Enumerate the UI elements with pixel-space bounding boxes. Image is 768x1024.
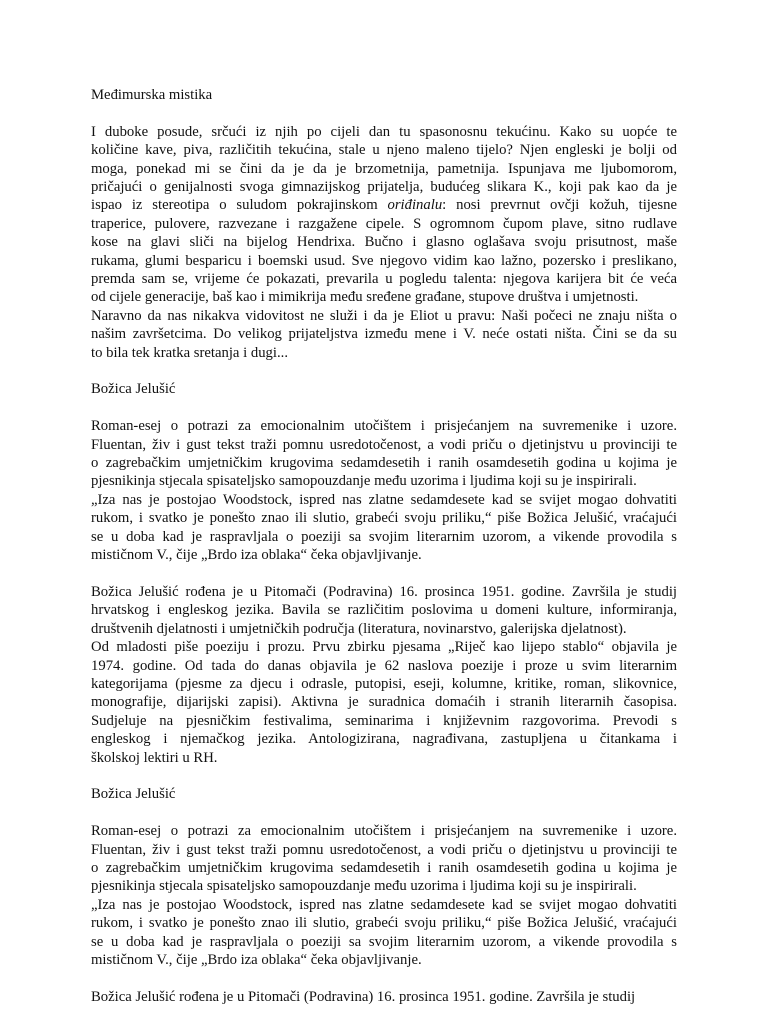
body-paragraph bbox=[91, 988, 677, 1006]
text-line: „Iza nas je postojao Woodstock, ispred nas zlatne sedamdesete kad se svijet mogao dohvatiti bbox=[91, 896, 677, 913]
text-line: moga, ponekad mi se čini da je da je brzometnija, pametnija. Ispunjava me ljubomorom, bbox=[91, 160, 677, 177]
text-line: Od mladosti piše poeziju i prozu. Prvu zbirku pjesama „Riječ kao lijepo stablo“ objavila je bbox=[91, 639, 677, 656]
paragraph-spacer bbox=[91, 565, 677, 583]
text-line: 1974. godine. Od tada do danas objavila je 62 naslova poezije i proze u svim literarnim bbox=[91, 657, 677, 674]
document-body bbox=[91, 86, 677, 1006]
text-line: se u doba kad je raspravljala o poeziji sa svojim literarnim uzorom, a vikende provodila s bbox=[91, 933, 677, 950]
text-line: o zagrebačkim umjetničkim krugovima sedamdesetih i ranih osamdesetih godina u kojima je bbox=[91, 455, 677, 472]
text-line: školskoj lektiri u RH. bbox=[91, 749, 218, 766]
text-line: Sudjeluje na pjesničkim festivalima, seminarima i književnim razgovorima. Prevodi s bbox=[91, 712, 677, 729]
body-paragraph bbox=[91, 822, 677, 969]
text-line: rukama, glumi besparicu i boemski usud. Sve njegovo vidim kao lažno, pozersko i preslikano, bbox=[91, 252, 677, 269]
paragraph-spacer bbox=[91, 804, 677, 822]
body-paragraph bbox=[91, 583, 677, 767]
body-paragraph bbox=[91, 417, 677, 564]
text-line: pričajući o genijalnosti svoga gimnazijskog prijatelja, budućeg slikara K., koji pak kao da je bbox=[91, 179, 677, 196]
text-line: „Iza nas je postojao Woodstock, ispred nas zlatne sedamdesete kad se svijet mogao dohvatiti bbox=[91, 491, 677, 508]
text-line: premda sam se, vrijeme će pokazati, prevarila u pogledu talenta: njegova karijera bit će veća bbox=[91, 271, 677, 288]
text-line: pjesnikinja stjecala spisateljsko samopouzdanje među uzorima i ljudima koji su je inspirirali. bbox=[91, 473, 637, 490]
section-heading: Božica Jelušić bbox=[91, 381, 176, 398]
text-line: ispao iz stereotipa o suludom pokrajinskom oriđinalu: nosi prevrnut ovčji kožuh, tijesne bbox=[91, 197, 677, 214]
text-line: Roman-esej o potrazi za emocionalnim utočištem i prisjećanjem na suvremenike i uzore. bbox=[91, 823, 677, 840]
paragraph-spacer bbox=[91, 362, 677, 380]
section-heading: Božica Jelušić bbox=[91, 786, 176, 803]
text-line: mističnom V., čije „Brdo iza oblaka“ čeka objavljivanje. bbox=[91, 952, 422, 968]
text-line: društvenih djelatnosti i umjetničkih područja (literatura, novinarstvo, galerijska djelatnost). bbox=[91, 620, 627, 637]
text-line: pjesnikinja stjecala spisateljsko samopouzdanje među uzorima i ljudima koji su je inspirirali. bbox=[91, 878, 637, 895]
text-line: I duboke posude, srčući iz njih po cijeli dan tu spasonosnu tekućinu. Kako su uopće te bbox=[91, 123, 677, 140]
text-line: Naravno da nas nikakva vidovitost ne služi i da je Eliot u pravu: Naši počeci ne znaju ništa o bbox=[91, 307, 677, 324]
text-line: o zagrebačkim umjetničkim krugovima sedamdesetih i ranih osamdesetih godina u kojima je bbox=[91, 859, 677, 876]
text-line: monografije, dijarijski zapisi). Aktivna je suradnica domaćih i stranih literarnih časopisa. bbox=[91, 694, 677, 711]
text-line: to bila tek kratka sretanja i dugi... bbox=[91, 344, 288, 361]
text-line: traperice, pulovere, razvezane i razgažene cipele. S ogromnom čupom plave, sitno rudlave bbox=[91, 215, 677, 232]
text-line: Roman-esej o potrazi za emocionalnim utočištem i prisjećanjem na suvremenike i uzore. bbox=[91, 418, 677, 435]
text-line: od cijele generacije, baš kao i mimikrija među sređene građane, stupove društva i umjetnosti. bbox=[91, 289, 639, 306]
text-line: Fluentan, živ i gust tekst traži pomnu usredotočenost, a vodi priču o djetinjstvu u provinciji te bbox=[91, 436, 677, 453]
paragraph-spacer bbox=[91, 969, 677, 987]
text-line: rukom, i svatko je ponešto znao ili slutio, grabeći svoju priliku,“ piše Božica Jelušić, vraćajući bbox=[91, 510, 677, 527]
document-title: Međimurska mistika bbox=[91, 87, 213, 103]
text-line: rukom, i svatko je ponešto znao ili slutio, grabeći svoju priliku,“ piše Božica Jelušić, vraćajući bbox=[91, 915, 677, 932]
paragraph-spacer bbox=[91, 399, 677, 417]
text-line: količine kave, piva, različitih tekućina, stale u njeno maleno tijelo? Njen engleski je bolji od bbox=[91, 142, 677, 159]
text-line: mističnom V., čije „Brdo iza oblaka“ čeka objavljivanje. bbox=[91, 547, 422, 564]
text-line: Božica Jelušić rođena je u Pitomači (Podravina) 16. prosinca 1951. godine. Završila je studij bbox=[91, 583, 677, 600]
text-line: kose na glavi sliči na bijelog Hendrixa. Bučno i glasno oglašava svoju prisutnost, maše bbox=[91, 234, 677, 251]
paragraph-spacer bbox=[91, 767, 677, 785]
text-line: Božica Jelušić rođena je u Pitomači (Podravina) 16. prosinca 1951. godine. Završila je studij bbox=[91, 988, 636, 1005]
italic-word: oriđinalu bbox=[387, 197, 443, 214]
text-line: Fluentan, živ i gust tekst traži pomnu usredotočenost, a vodi priču o djetinjstvu u provinciji te bbox=[91, 841, 677, 858]
text-line: našim završetcima. Do velikog prijateljstva između mene i V. neće ostati ništa. Čini se da su bbox=[91, 326, 677, 343]
paragraph-spacer bbox=[91, 104, 677, 122]
text-line: se u doba kad je raspravljala o poeziji sa svojim literarnim uzorom, a vikende provodila s bbox=[91, 528, 677, 545]
text-line: kategorijama (pjesme za djecu i odrasle, putopisi, eseji, kolumne, kritike, roman, slikovnice, bbox=[91, 675, 677, 692]
text-line: engleskog i njemačkog jezika. Antologizirana, nagrađivana, zastupljena u čitankama i bbox=[91, 731, 677, 748]
body-paragraph bbox=[91, 123, 677, 362]
text-line: hrvatskog i engleskog jezika. Bavila se različitim poslovima u domeni kulture, informiranja, bbox=[91, 602, 677, 619]
